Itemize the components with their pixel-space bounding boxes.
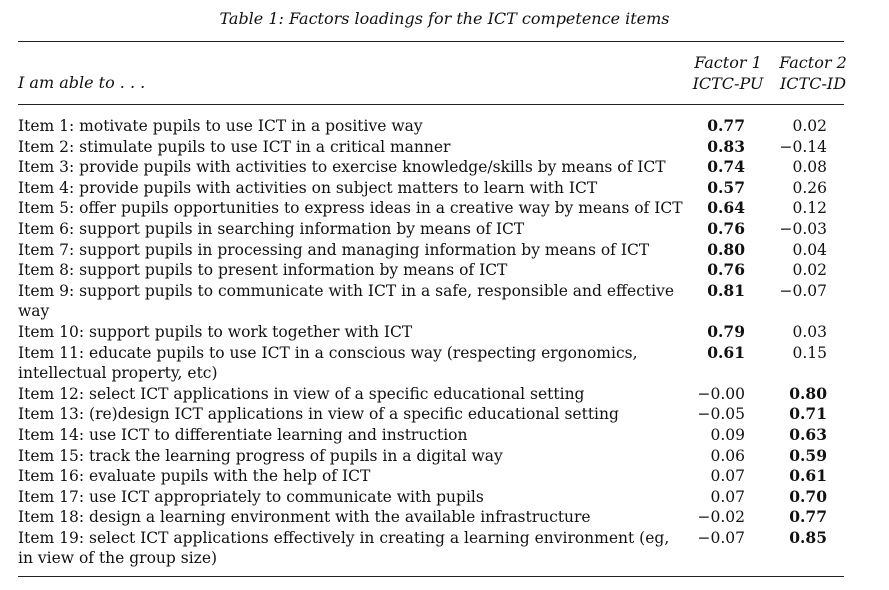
table-row xyxy=(18,466,844,487)
factor2-loading: 0.63 xyxy=(789,424,827,444)
item-text: Item 16: evaluate pupils with the help of ICT xyxy=(18,467,371,486)
table-row xyxy=(18,240,844,261)
factor1-loading: 0.06 xyxy=(710,446,745,465)
factor1-loading: 0.57 xyxy=(707,177,745,197)
item-text: Item 17: use ICT appropriately to communicate with pupils xyxy=(18,487,484,506)
factor2-loading: 0.15 xyxy=(792,343,827,362)
table-row xyxy=(18,446,844,467)
factor2-loading: 0.12 xyxy=(792,199,827,218)
table-row xyxy=(18,507,844,528)
factor2-header-line2: ICTC-ID xyxy=(779,74,847,93)
factor2-header xyxy=(768,52,858,94)
item-text: Item 5: offer pupils opportunities to express ideas in a creative way by means of ICT xyxy=(18,199,683,218)
item-text: Item 7: support pupils in processing and managing information by means of ICT xyxy=(18,240,650,259)
table-row xyxy=(18,116,844,137)
item-text: Item 11: educate pupils to use ICT in a conscious way (respecting ergonomics, intellectual property, etc) xyxy=(18,343,638,383)
table-row xyxy=(18,281,844,322)
factor2-loading: 0.80 xyxy=(789,383,827,403)
factor1-loading: 0.09 xyxy=(710,425,745,444)
item-text: Item 10: support pupils to work together with ICT xyxy=(18,322,413,341)
item-text: Item 6: support pupils in searching information by means of ICT xyxy=(18,219,525,238)
factor1-header-line1: Factor 1 xyxy=(694,53,762,72)
table-row xyxy=(18,528,844,569)
factor1-header xyxy=(683,52,773,94)
table-row xyxy=(18,260,844,281)
factor2-loading: −0.03 xyxy=(779,219,827,238)
factor1-loading: 0.83 xyxy=(707,136,745,156)
factor1-loading: −0.02 xyxy=(697,508,745,527)
factor1-loading: 0.07 xyxy=(710,487,745,506)
factor2-loading: −0.14 xyxy=(779,137,827,156)
factor2-loading: 0.85 xyxy=(789,527,827,547)
factor1-loading: 0.64 xyxy=(707,198,745,218)
item-text: Item 12: select ICT applications in view of a specific educational setting xyxy=(18,384,585,403)
factor1-loading: −0.00 xyxy=(697,384,745,403)
item-text: Item 4: provide pupils with activities on subject matters to learn with ICT xyxy=(18,178,598,197)
factor1-loading: 0.80 xyxy=(707,239,745,259)
item-text: Item 15: track the learning progress of pupils in a digital way xyxy=(18,446,503,465)
table-row xyxy=(18,384,844,405)
factor2-loading: 0.26 xyxy=(792,178,827,197)
item-text: Item 3: provide pupils with activities to exercise knowledge/skills by means of ICT xyxy=(18,158,666,177)
factor2-loading: 0.03 xyxy=(792,322,827,341)
factor1-loading: 0.79 xyxy=(707,321,745,341)
factor1-loading: 0.76 xyxy=(707,218,745,238)
stub-header: I am able to . . . xyxy=(18,73,146,92)
factor2-loading: 0.70 xyxy=(789,486,827,506)
factor2-loading: 0.77 xyxy=(789,507,827,527)
factor2-loading: 0.02 xyxy=(792,117,827,135)
factor2-loading: −0.07 xyxy=(779,281,827,300)
factor1-loading: 0.07 xyxy=(710,467,745,486)
table-row xyxy=(18,178,844,199)
item-text: Item 1: motivate pupils to use ICT in a positive way xyxy=(18,117,423,135)
item-text: Item 9: support pupils to communicate with ICT in a safe, responsible and effective way xyxy=(18,281,675,321)
item-text: Item 14: use ICT to differentiate learning and instruction xyxy=(18,425,468,444)
factor1-header-line2: ICTC-PU xyxy=(692,74,764,93)
factor1-loading: 0.61 xyxy=(707,342,745,362)
item-text: Item 19: select ICT applications effectively in creating a learning environment (eg, in view of the group size) xyxy=(18,528,670,568)
table-row xyxy=(18,137,844,158)
bottom-rule xyxy=(18,576,844,577)
table-row xyxy=(18,404,844,425)
table-body xyxy=(18,116,844,569)
factor2-loading: 0.02 xyxy=(792,261,827,280)
table-caption: Table 1: Factors loadings for the ICT competence items xyxy=(219,9,670,28)
table-row xyxy=(18,425,844,446)
header-rule xyxy=(18,104,844,105)
item-text: Item 18: design a learning environment with the available infrastructure xyxy=(18,508,591,527)
factor2-loading: 0.04 xyxy=(792,240,827,259)
table-row xyxy=(18,322,844,343)
factor1-loading: −0.07 xyxy=(697,528,745,547)
factor1-loading: 0.77 xyxy=(707,116,745,135)
table-row xyxy=(18,157,844,178)
factor2-loading: 0.08 xyxy=(792,158,827,177)
factor2-loading: 0.59 xyxy=(789,445,827,465)
table-row xyxy=(18,198,844,219)
factor2-loading: 0.71 xyxy=(789,404,827,424)
item-text: Item 13: (re)design ICT applications in view of a specific educational setting xyxy=(18,405,619,424)
factor1-loading: 0.74 xyxy=(707,157,745,177)
table-row xyxy=(18,219,844,240)
table-row xyxy=(18,343,844,384)
factor1-loading: 0.76 xyxy=(707,260,745,280)
table-row xyxy=(18,487,844,508)
item-text: Item 2: stimulate pupils to use ICT in a critical manner xyxy=(18,137,451,156)
top-rule xyxy=(18,41,844,42)
factor2-header-line1: Factor 2 xyxy=(779,53,847,72)
factor1-loading: 0.81 xyxy=(707,280,745,300)
item-text: Item 8: support pupils to present information by means of ICT xyxy=(18,261,508,280)
factor1-loading: −0.05 xyxy=(697,405,745,424)
factor2-loading: 0.61 xyxy=(789,466,827,486)
